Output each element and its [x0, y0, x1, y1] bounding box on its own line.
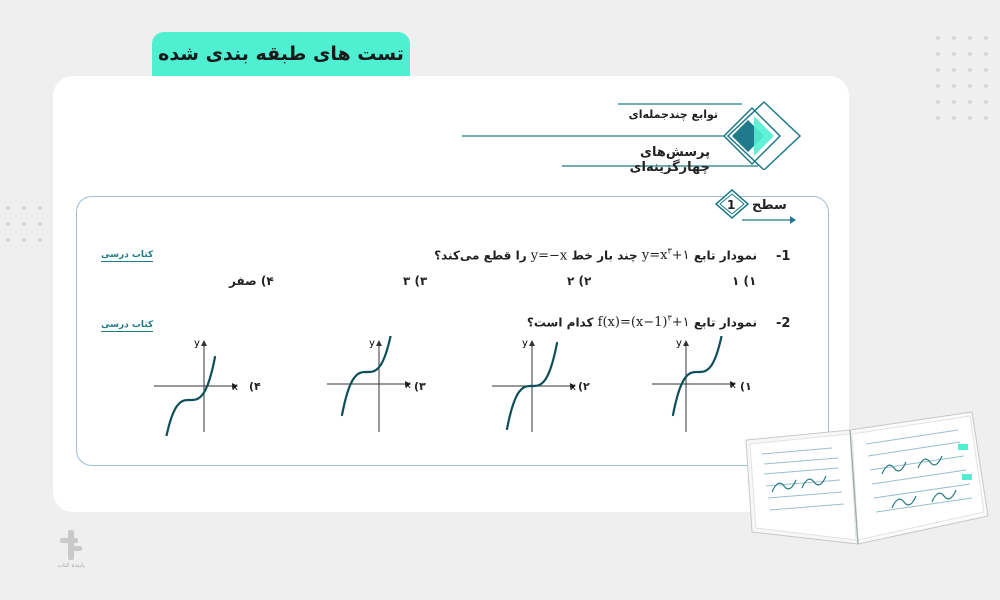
- level-label: سطح: [752, 198, 787, 213]
- header-subtitle: توابع چندجمله‌ای: [628, 108, 718, 121]
- question-number: -1: [776, 249, 791, 264]
- header-title: پرسش‌های چهارگزینه‌ای: [629, 145, 710, 175]
- y-axis-arrow-icon: [376, 340, 382, 346]
- question-text: [434, 247, 757, 263]
- y-axis-label: y: [369, 338, 375, 349]
- graph-option-1[interactable]: [648, 336, 738, 436]
- option-4[interactable]: ۴) صفر: [229, 274, 274, 288]
- question-number: -2: [776, 316, 791, 331]
- decorative-dots-left: [6, 206, 58, 242]
- source-tag: کتاب درسی: [101, 320, 154, 330]
- option-2[interactable]: ۲) ۲: [567, 274, 592, 288]
- x-axis-label: x: [730, 380, 736, 391]
- question-suffix: را قطع می‌کند؟: [434, 248, 527, 263]
- question-prefix: نمودار تابع: [693, 248, 757, 263]
- question-middle: چند بار خط: [571, 248, 638, 263]
- question-suffix: کدام است؟: [526, 315, 594, 330]
- y-axis-label: y: [194, 338, 200, 349]
- graph-label-3: ۳): [414, 380, 426, 393]
- y-axis-arrow-icon: [683, 340, 689, 346]
- option-3[interactable]: ۳) ۳: [403, 274, 428, 288]
- graph-option-4[interactable]: [150, 336, 240, 436]
- x-axis-label: x: [570, 382, 576, 393]
- cubic-curve: [342, 336, 392, 415]
- graph-label-4: ۴): [249, 380, 261, 393]
- y-axis-arrow-icon: [529, 340, 535, 346]
- source-tag: کتاب درسی: [101, 250, 154, 260]
- question-prefix: نمودار تابع: [693, 315, 757, 330]
- x-axis-label: x: [232, 382, 238, 393]
- option-1[interactable]: ۱) ۱: [732, 274, 757, 288]
- level-number: 1: [727, 198, 736, 212]
- graph-option-2[interactable]: [488, 336, 578, 436]
- question-formula: $y=x^۳+۱$: [641, 247, 690, 264]
- question-text: [527, 314, 757, 330]
- y-axis-arrow-icon: [201, 340, 207, 346]
- book-illustration-icon: [742, 404, 992, 554]
- brand-logo-text: پاینده کتاب: [57, 562, 85, 569]
- question-line: y=−x: [530, 248, 568, 264]
- graph-label-2: ۲): [578, 380, 590, 393]
- graph-option-3[interactable]: [323, 336, 413, 436]
- y-axis-label: y: [676, 338, 682, 349]
- decorative-dots-right: [936, 36, 988, 120]
- section-banner: تست های طبقه بندی شده: [152, 32, 410, 76]
- y-axis-label: y: [522, 338, 528, 349]
- cubic-curve: [165, 357, 215, 436]
- graph-label-1: ۱): [740, 380, 752, 393]
- question-formula: $f(x)=(x-1)^۳+۱$: [597, 314, 690, 331]
- x-axis-label: x: [405, 380, 411, 391]
